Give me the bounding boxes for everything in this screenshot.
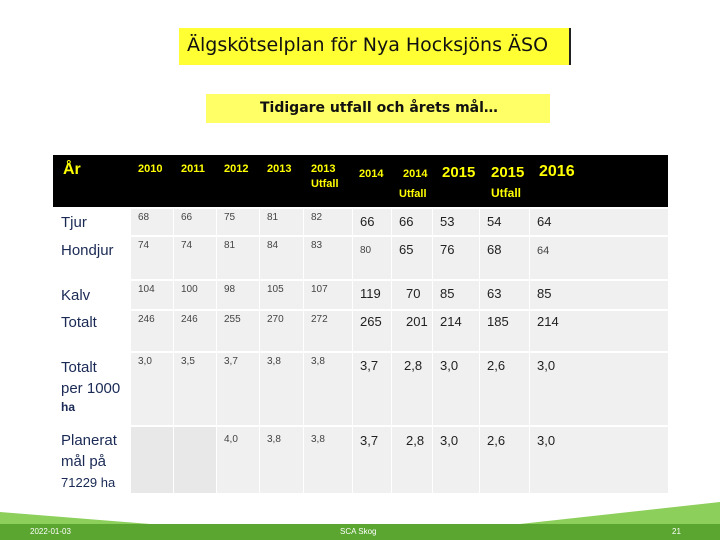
slide-title-box xyxy=(179,28,571,65)
table-cell xyxy=(174,311,216,351)
cell-value: 265 xyxy=(360,314,382,329)
cell-value: 214 xyxy=(440,314,462,329)
table-cell xyxy=(260,353,303,425)
table-cell xyxy=(480,427,529,493)
table-cell xyxy=(260,209,303,235)
cell-value: 76 xyxy=(440,242,455,257)
table-cell xyxy=(304,281,352,309)
cell-value: 81 xyxy=(224,240,236,251)
cell-value: 3,5 xyxy=(181,356,195,367)
table-cell xyxy=(217,281,259,309)
header-year: 2010 xyxy=(138,163,163,175)
table-cell xyxy=(392,281,432,309)
cell-value: 3,8 xyxy=(267,356,281,367)
footer-page-number: 21 xyxy=(672,527,681,536)
table-cell xyxy=(433,353,479,425)
header-corner: År xyxy=(63,161,81,178)
header-outcome: Utfall xyxy=(311,178,339,190)
cell-value: 81 xyxy=(267,212,279,223)
row-label: Planerat xyxy=(61,432,117,449)
cell-value: 80 xyxy=(360,245,372,256)
table-row xyxy=(53,353,668,425)
header-year: 2013 xyxy=(267,163,292,175)
cell-value: 2,6 xyxy=(487,358,506,373)
table-cell xyxy=(131,281,173,309)
cell-value: 100 xyxy=(181,284,198,295)
table-row xyxy=(53,237,668,279)
row-label-cell xyxy=(53,427,130,493)
cell-value: 3,0 xyxy=(138,356,152,367)
table-cell xyxy=(353,281,391,309)
table-cell xyxy=(304,237,352,279)
table-cell xyxy=(131,353,173,425)
table-cell xyxy=(353,311,391,351)
cell-value: 214 xyxy=(537,314,559,329)
footer-date: 2022-01-03 xyxy=(30,527,71,536)
cell-value: 2,6 xyxy=(487,433,506,448)
cell-value: 85 xyxy=(440,286,455,301)
table-cell xyxy=(304,311,352,351)
table-cell xyxy=(174,427,216,493)
table-cell xyxy=(530,281,668,309)
table-cell xyxy=(304,209,352,235)
cell-value: 3,7 xyxy=(360,358,379,373)
cell-value: 3,7 xyxy=(224,356,238,367)
table-cell xyxy=(392,427,432,493)
table-cell xyxy=(530,237,668,279)
row-label: Tjur xyxy=(61,214,87,231)
table-cell xyxy=(433,427,479,493)
cell-value: 3,8 xyxy=(311,356,325,367)
slide-subtitle-box xyxy=(206,94,550,123)
table-cell xyxy=(480,209,529,235)
cell-value: 3,0 xyxy=(537,433,556,448)
table-cell xyxy=(260,427,303,493)
table-cell xyxy=(392,209,432,235)
cell-value: 105 xyxy=(267,284,284,295)
cell-value: 53 xyxy=(440,214,455,229)
table-cell xyxy=(530,209,668,235)
cell-value: 83 xyxy=(311,240,323,251)
cell-value: 68 xyxy=(487,242,502,257)
row-label: 71229 ha xyxy=(61,475,116,490)
row-label-cell xyxy=(53,311,130,351)
table-cell xyxy=(353,353,391,425)
moose-table xyxy=(53,155,668,493)
cell-value: 3,0 xyxy=(440,358,459,373)
header-outcome: Utfall xyxy=(399,188,427,200)
table-cell xyxy=(353,427,391,493)
row-label: per 1000 xyxy=(61,380,121,397)
cell-value: 98 xyxy=(224,284,236,295)
cell-value: 119 xyxy=(360,286,381,301)
table-cell xyxy=(260,311,303,351)
table-cell xyxy=(260,237,303,279)
table-cell xyxy=(217,209,259,235)
row-label: Hondjur xyxy=(61,242,114,259)
table-cell xyxy=(433,209,479,235)
table-cell xyxy=(353,209,391,235)
table-cell xyxy=(217,353,259,425)
table-cell xyxy=(131,427,173,493)
cell-value: 3,8 xyxy=(267,434,281,445)
cell-value: 104 xyxy=(138,284,155,295)
cell-value: 64 xyxy=(537,214,552,229)
table-cell xyxy=(392,353,432,425)
cell-value: 246 xyxy=(181,314,198,325)
row-label-cell xyxy=(53,237,130,279)
cell-value: 246 xyxy=(138,314,155,325)
table-cell xyxy=(217,311,259,351)
header-year: 2016 xyxy=(539,163,575,180)
table-cell xyxy=(530,311,668,351)
cell-value: 64 xyxy=(537,245,550,257)
table-cell xyxy=(433,311,479,351)
cell-value: 84 xyxy=(267,240,279,251)
table-cell xyxy=(304,427,352,493)
table-cell xyxy=(392,237,432,279)
cell-value: 4,0 xyxy=(224,434,238,445)
cell-value: 75 xyxy=(224,212,236,223)
table-cell xyxy=(480,281,529,309)
table-cell xyxy=(174,353,216,425)
row-label-cell xyxy=(53,281,130,309)
cell-value: 270 xyxy=(267,314,284,325)
cell-value: 2,8 xyxy=(404,358,423,373)
header-year: 2015 xyxy=(442,164,476,181)
table-cell xyxy=(480,311,529,351)
table-cell xyxy=(392,311,432,351)
cell-value: 3,7 xyxy=(360,433,379,448)
cell-value: 70 xyxy=(406,286,421,301)
cell-value: 3,8 xyxy=(311,434,325,445)
cell-value: 74 xyxy=(138,240,150,251)
cell-value: 66 xyxy=(399,214,414,229)
cell-value: 65 xyxy=(399,242,414,257)
table-cell xyxy=(480,237,529,279)
cell-value: 68 xyxy=(138,212,150,223)
cell-value: 255 xyxy=(224,314,241,325)
footer-company: SCA Skog xyxy=(340,527,377,536)
table-cell xyxy=(174,281,216,309)
cell-value: 82 xyxy=(311,212,323,223)
row-label: Totalt xyxy=(61,359,97,376)
row-label-cell xyxy=(53,353,130,425)
header-year: 2012 xyxy=(224,163,249,175)
table-cell xyxy=(217,237,259,279)
cell-value: 272 xyxy=(311,314,328,325)
row-label: mål på xyxy=(61,453,107,470)
footer-accent-left xyxy=(0,512,150,524)
table-cell xyxy=(530,353,668,425)
table-cell xyxy=(174,209,216,235)
table-cell xyxy=(131,311,173,351)
table-row xyxy=(53,427,668,493)
header-year: 2014 xyxy=(359,168,384,180)
table-cell xyxy=(217,427,259,493)
cell-value: 201 xyxy=(406,314,428,329)
table-row xyxy=(53,209,668,235)
cell-value: 66 xyxy=(360,214,375,229)
cell-value: 3,0 xyxy=(440,433,459,448)
header-year: 2014 xyxy=(403,168,428,180)
table-cell xyxy=(131,237,173,279)
table-header-row xyxy=(53,155,668,207)
cell-value: 185 xyxy=(487,314,509,329)
cell-value: 2,8 xyxy=(406,433,425,448)
cell-value: 85 xyxy=(537,286,552,301)
header-year: 2015 xyxy=(491,164,525,181)
table-cell xyxy=(353,237,391,279)
cell-value: 66 xyxy=(181,212,193,223)
header-year: 2011 xyxy=(181,163,205,175)
table-cell xyxy=(433,281,479,309)
cell-value: 54 xyxy=(487,214,502,229)
table-cell xyxy=(304,353,352,425)
footer-accent-right xyxy=(520,502,720,524)
header-outcome: Utfall xyxy=(491,186,521,200)
slide-title: Älgskötselplan för Nya Hocksjöns ÄSO xyxy=(187,34,549,56)
table-cell xyxy=(480,353,529,425)
table-cell xyxy=(131,209,173,235)
table-cell xyxy=(433,237,479,279)
header-year: 2013 xyxy=(311,163,336,175)
row-label: Kalv xyxy=(61,287,91,304)
row-label: ha xyxy=(61,400,76,414)
table-row xyxy=(53,311,668,351)
cell-value: 107 xyxy=(311,284,328,295)
table-cell xyxy=(174,237,216,279)
table-row xyxy=(53,281,668,309)
cell-value: 3,0 xyxy=(537,358,556,373)
cell-value: 63 xyxy=(487,286,502,301)
cell-value: 74 xyxy=(181,240,193,251)
slide-subtitle: Tidigare utfall och årets mål… xyxy=(260,100,498,116)
row-label-cell xyxy=(53,209,130,235)
row-label: Totalt xyxy=(61,314,97,331)
table-cell xyxy=(260,281,303,309)
table-cell xyxy=(530,427,668,493)
